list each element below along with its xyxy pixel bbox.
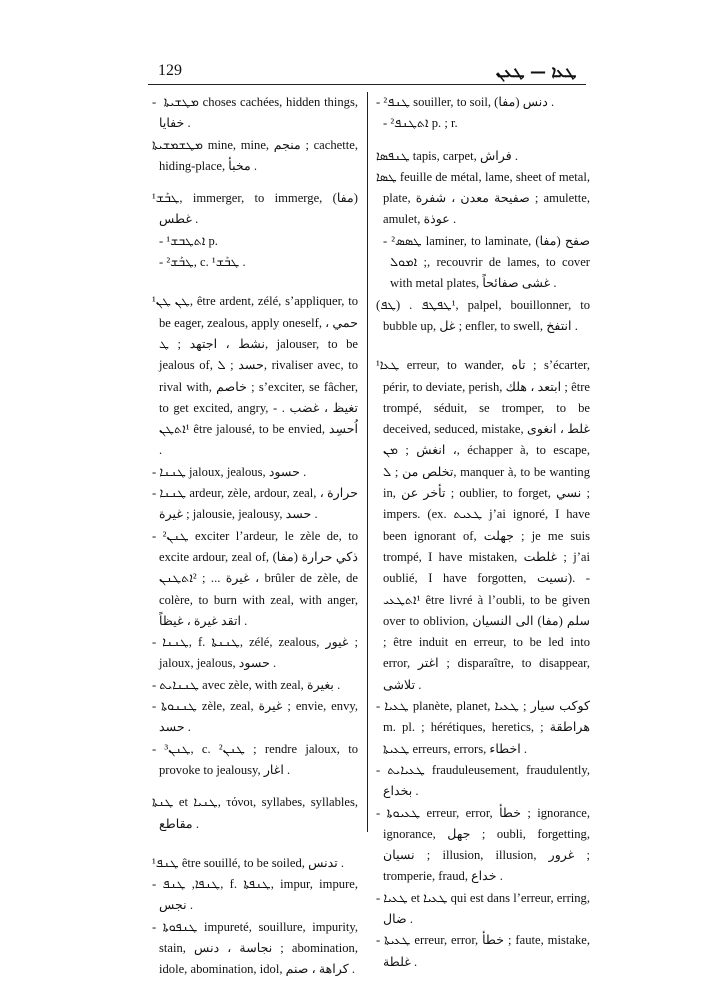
dictionary-entry: ¹ܛܢܦ être souillé, to be soiled, تدنس .	[152, 855, 345, 870]
right-column	[376, 92, 590, 973]
dictionary-entry: ¹ܛܢ ܛܢ, être ardent, zélé, s’appliquer, to be eager, zealous, apply oneself, حمي ، نشط ، اجتهد ; ܛ, jalouser, to be jealous of, حسد ; ܠ, rivaliser avec, to rival with, خاصم ; s’exciter, se fâcher, to get excited, angry, تغيظ ، غضب . - ¹ܐܬܛܢ être jalousé, to be envied, اُحسِد .	[152, 294, 358, 458]
dictionary-entry: - ³ܛܢܢ, c. ²ܛܢܢ ; rendre jaloux, to provoke to jealousy, اغار .	[152, 741, 358, 777]
dictionary-entry: - ²ܛܢܢ exciter l’ardeur, le zèle de, to excite ardour, zeal of, (مفا) ذكي حرارة ، غيرة ... ; ²ܐܬܛܢܢ brûler de zèle, de colère, to burn with zeal, with anger, اتقد غيرة ، غيظاً .	[152, 528, 358, 628]
dictionary-entry: ܛܣܐ feuille de métal, lame, sheet of metal, plate, صفيحة معدن ، شفرة ; amulette, amulet, عوذة .	[376, 169, 590, 227]
dictionary-entry: - ܛܢܢܐ ardeur, zèle, ardour, zeal, حرارة ، غيرة ; jalousie, jealousy, حسد .	[152, 486, 358, 522]
dictionary-entry: - ܛܢܢܐ, f. ܛܢܢܬܐ, zélé, zealous, غيور ; jaloux, jealous, حسود .	[152, 635, 359, 671]
dictionary-entry: - ²ܛܣܣ laminer, to laminate, (مفا) صفح ; ܐܡܘܠ, recouvrir de lames, to cover with metal plates, غشى صفائحاً .	[383, 233, 591, 291]
dictionary-entry: - ܛܥܝܘܬܐ erreur, error, خطأ ; ignorance, ignorance, جهل ; oubli, forgetting, نسيان ; illusion, illusion, غرور ; tromperie, fraud, خداع .	[376, 805, 591, 884]
dictionary-entry: ܛܢܦܣܐ tapis, carpet, فراش .	[376, 148, 519, 163]
column-divider	[367, 92, 368, 832]
left-column	[152, 92, 358, 981]
dictionary-entry: ¹ܛܒܰܫ, immerger, to immerge, (مفا) غطس .	[152, 191, 358, 227]
dictionary-entry: - ܛܢܢܐ jaloux, jealous, حسود .	[152, 464, 307, 479]
dictionary-entry: - ²ܐܬܛܢܦ p. ; r.	[383, 116, 458, 131]
dictionary-entry: ܛܢܬܐ et ܛܢܝܐ, τόνοι, syllabes, syllables, مقاطع .	[152, 795, 358, 831]
dictionary-entry: ¹ܛܥܐ erreur, to wander, تاه ; s’écarter, périr, to deviate, perish, ابتعد ، هلك ; être trompé, séduit, se tromper, to be deceived, seduced, mistake, غلط ، انغوى ، انغش ; ܡܢ, échapper à, to escape, تخلص من ; ܠ, manquer à, to be wanting in, تأخر عن ; oublier, to forget, نسي ; impers. (ex. ܛܥܝܬ j’ai ignoré, I have been ignorant of, جهلت ; je me suis trompé, I have mistaken, غلطت ; j’ai oublié, I have forgotten, نسيت). - ¹ܐܬܛܥܝ être livré à l’oubli, to be given over to oblivion, سلم (مفا) الى النسيان ; être induit en erreur, to be led into error, اغتر ; disparaître, to disappear, تلاشى .	[376, 358, 591, 692]
dictionary-entry: (ܛܦ) . ¹ܛܦܛܦ, palpel, bouillonner, to bubble up, غل ; enfler, to swell, انتفخ .	[376, 297, 591, 333]
dictionary-entry: - ²ܛܢܦ souiller, to soil, (مفا) دنس .	[376, 95, 555, 109]
dictionary-entry: ܡܛܫܡܫܝܬܐ mine, mine, منجم ; cachette, hiding-place, مخبأ .	[152, 137, 358, 173]
dictionary-entry: - ܡܛܫܝܬܐ ‏ choses cachées, hidden things, خفايا .	[152, 95, 359, 131]
dictionary-entry: - ܛܥܝܬܐ erreur, error, خطأ ; faute, mistake, غلطة .	[376, 933, 590, 969]
dictionary-entry: - ܛܢܦܘܬܐ impureté, souillure, impurity, stain, نجاسة ، دنس ; abomination, idole, abomination, idol, كراهة ، صنم .	[152, 919, 358, 977]
page-number: 129	[158, 62, 182, 79]
dictionary-entry: - ܛܢܦܐ, ܛܢܦ, f. ܛܢܦܬܐ, impur, impure, نجس .	[152, 877, 359, 913]
dictionary-entry: - ܛܥܝܐܝܬ frauduleusement, fraudulently, بخداع .	[376, 762, 590, 799]
dictionary-entry: - ܛܢܢܐܝܬ avec zèle, with zeal, بغيرة .	[152, 677, 341, 692]
running-head: ܛܥܐ — ܛܥܢ	[496, 62, 577, 81]
header-rule	[148, 84, 586, 85]
dictionary-entry: - ܛܥܝܐ planète, planet, كوكب سيار ; ܛܥܝܐ m. pl. ; hérétiques, heretics, هراطقة ; ܛܥܝܬܐ erreurs, errors, اخطاء .	[376, 699, 590, 756]
dictionary-entry: - ²ܛܒܰܫ, c. ¹ܛܒܰܫ .	[159, 255, 246, 270]
dictionary-entry: - ܛܥܝܐ et ܛܥܝܐ qui est dans l’erreur, erring, ضال .	[376, 890, 591, 926]
dictionary-entry: - ܛܢܢܘܬܐ zèle, zeal, غيرة ; envie, envy, حسد .	[152, 699, 358, 735]
dictionary-entry: - ¹ܐܬܛܒܫ p.	[159, 233, 218, 248]
